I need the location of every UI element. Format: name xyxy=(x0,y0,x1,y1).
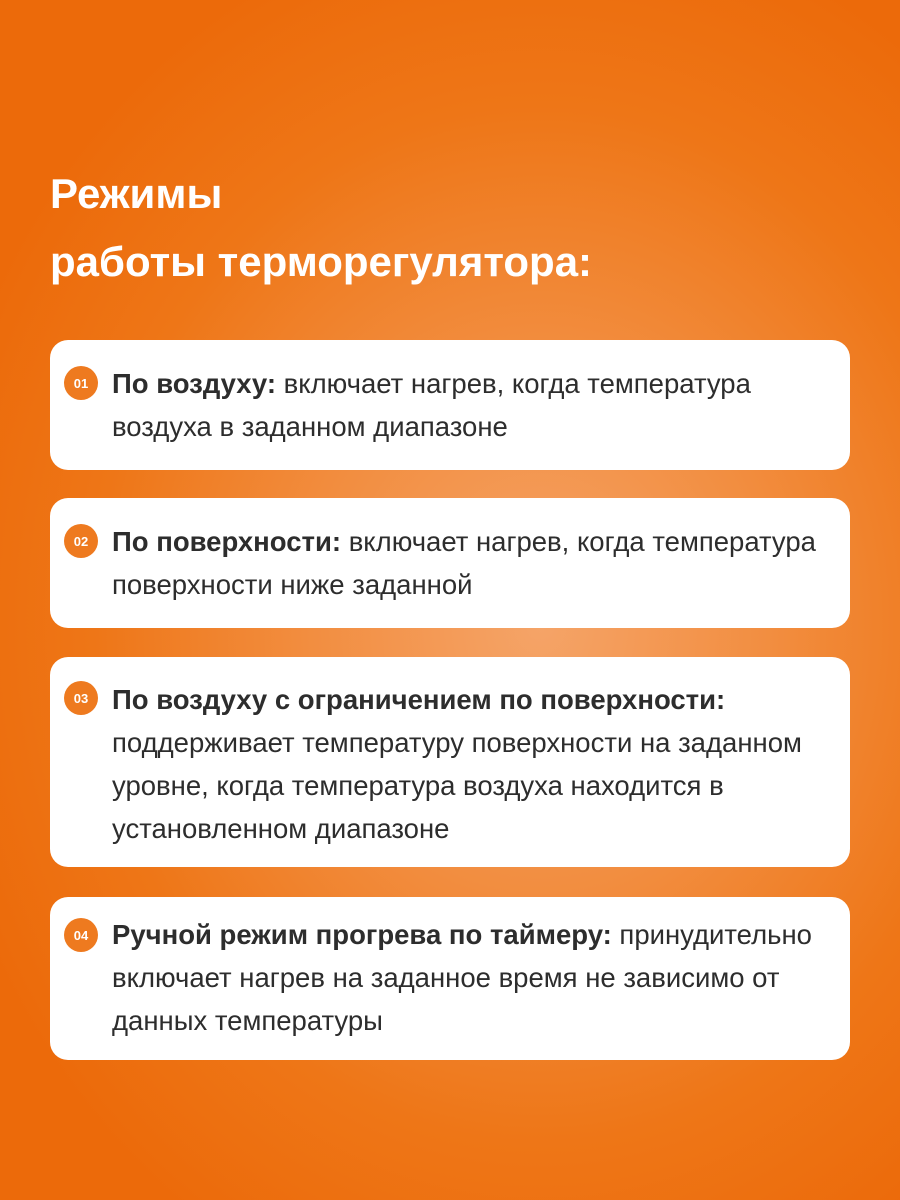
page-title xyxy=(50,160,592,296)
mode-number-badge: 01 xyxy=(64,366,98,400)
mode-text xyxy=(112,913,826,1042)
mode-name: По воздуху: xyxy=(112,368,276,399)
mode-text xyxy=(112,678,826,850)
mode-number-badge: 03 xyxy=(64,681,98,715)
mode-text xyxy=(112,362,826,448)
mode-description: включает нагрев, когда температура поверхности ниже заданной xyxy=(112,526,816,600)
mode-name: По воздуху с ограничением по поверхности: xyxy=(112,684,726,715)
mode-name: Ручной режим прогрева по таймеру: xyxy=(112,919,612,950)
mode-card-surface xyxy=(50,498,850,628)
mode-name: По поверхности: xyxy=(112,526,342,557)
mode-text xyxy=(112,520,826,606)
title-line-1: Режимы xyxy=(50,170,223,217)
mode-card-air-with-surface-limit xyxy=(50,657,850,867)
mode-number-badge: 02 xyxy=(64,524,98,558)
mode-description: включает нагрев, когда температура воздуха в заданном диапазоне xyxy=(112,368,751,442)
mode-number-badge: 04 xyxy=(64,918,98,952)
mode-card-manual-timer xyxy=(50,897,850,1060)
mode-description: поддерживает температуру поверхности на заданном уровне, когда температура воздуха находится в установленном диапазоне xyxy=(112,727,802,844)
title-line-2: работы терморегулятора: xyxy=(50,238,593,285)
mode-description: принудительно включает нагрев на заданное время не зависимо от данных температуры xyxy=(112,919,812,1036)
mode-card-air xyxy=(50,340,850,470)
